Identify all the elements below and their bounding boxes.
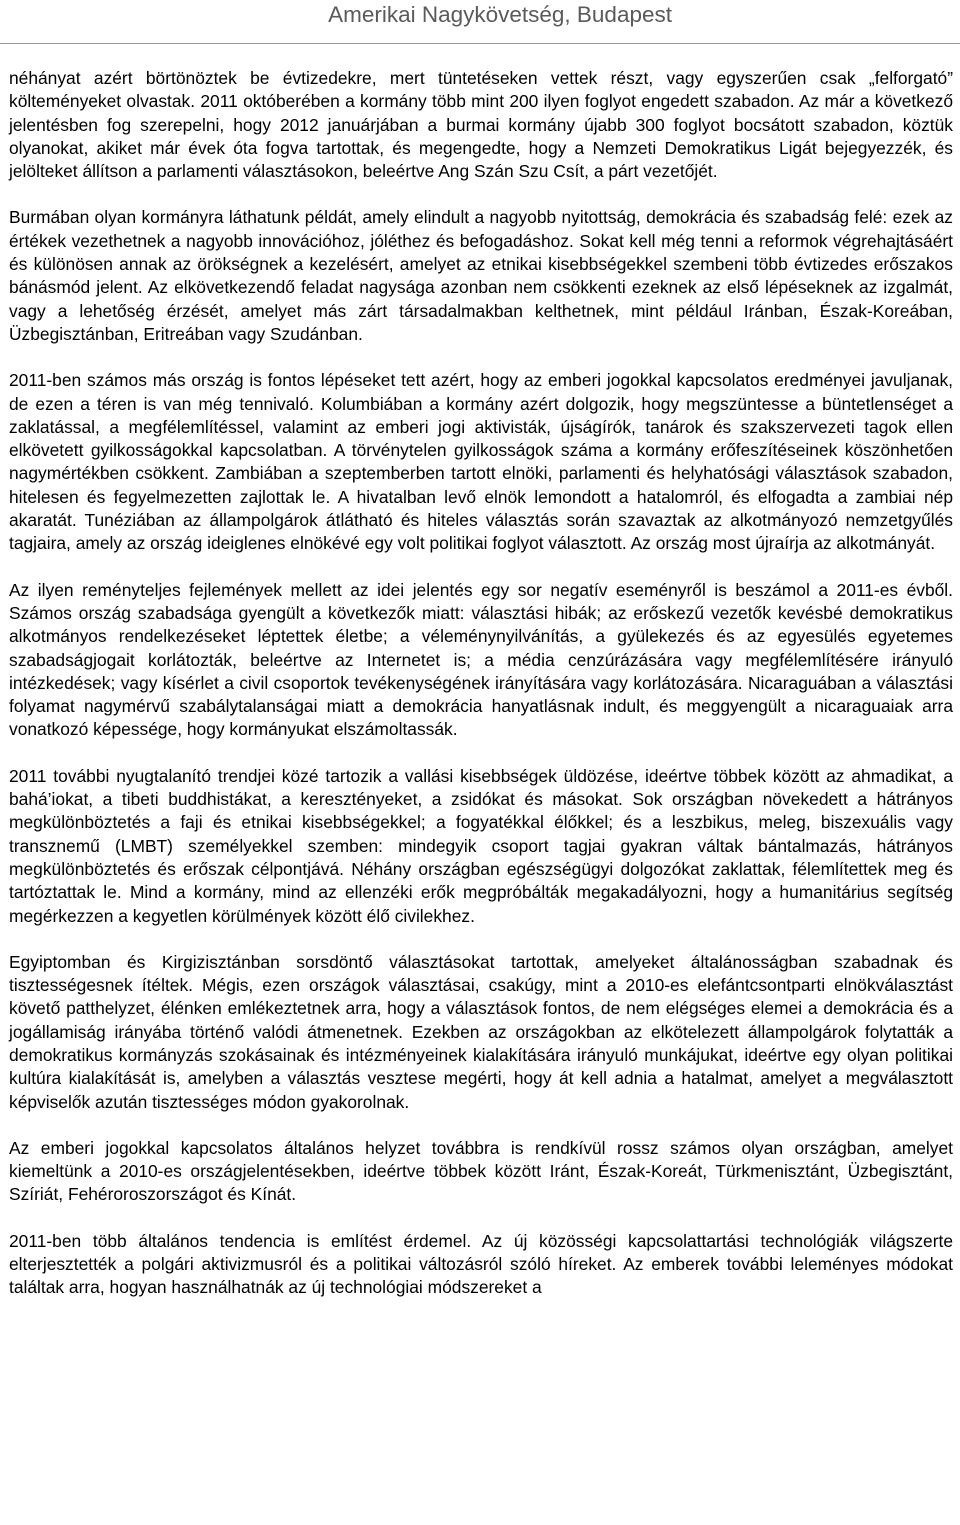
page-header xyxy=(0,0,960,44)
paragraph-1: néhányat azért börtönöztek be évtizedekre, mert tüntetéseken vettek részt, vagy egyszerűen csak „felforgató” költeményeket olvastak. 2011 októberében a kormány több mint 200 ilyen foglyot engedett szabadon. Az már a következő jelentésben fog szerepelni, hogy 2012 januárjában a burmai kormány újabb 300 foglyot bocsátott szabadon, köztük olyanokat, akiket már évek óta fogva tartottak, és megengedte, hogy a Nemzeti Demokratikus Ligát bejegyezzék, és jelölteket állítson a parlamenti választásokon, beleértve Ang Szán Szu Csít, a párt vezetőjét. xyxy=(9,68,953,182)
paragraph-2: Burmában olyan kormányra láthatunk példát, amely elindult a nagyobb nyitottság, demokrácia és szabadság felé: ezek az értékek vezethetnek a nagyobb innovációhoz, jóléthez és befogadáshoz. Sokat kell még tenni a reformok végrehajtásáért és különösen annak az örökségnek a kezelésért, amelyet az etnikai kisebbségekkel szembeni több évtizedes erőszakos bánásmód jelent. Az elkövetkezendő feladat nagysága azonban nem csökkenti ezeknek az első lépéseknek az izgalmát, vagy a lehetőség érzését, amelyet más zárt társadalmakban kelthetnek, mint például Iránban, Észak-Koreában, Üzbegisztánban, Eritreában vagy Szudánban. xyxy=(9,207,953,344)
paragraph-7: Az emberi jogokkal kapcsolatos általános helyzet továbbra is rendkívül rossz számos olyan országban, amelyet kiemeltünk a 2010-es országjelentésekben, ideértve többek között Iránt, Észak-Koreát, Türkmenisztánt, Üzbegisztánt, Szíriát, Fehéroroszországot és Kínát. xyxy=(9,1137,953,1205)
paragraph-5: 2011 további nyugtalanító trendjei közé tartozik a vallási kisebbségek üldözése, ideértve többek között az ahmadikat, a bahá’iokat, a tibeti buddhistákat, a keresztényeket, a zsidókat és másokat. Sok országban növekedett a hátrányos megkülönböztetés a faji és etnikai kisebbségekkel; a fogyatékkal élőkkel; és a leszbikus, meleg, biszexuális vagy transznemű (LMBT) személyekkel szemben: mindegyik csoport tagjai gyakran váltak bántalmazás, hátrányos megkülönböztetés és erőszak célpontjává. Néhány országban egészségügyi dolgozókat zaklattak, félemlítettek meg és tartóztattak le. Mind a kormány, mind az ellenzéki erők megpróbálták megakadályozni, hogy a humanitárius segítség megérkezzen a kegyetlen körülmények között élő civilekhez. xyxy=(9,765,953,926)
paragraph-4: Az ilyen reményteljes fejlemények mellett az idei jelentés egy sor negatív eseményről is beszámol a 2011-es évből. Számos ország szabadsága gyengült a következők miatt: választási hibák; az erőskezű vezetők kevésbé demokratikus alkotmányos rendelkezéseket léptettek életbe; a véleménynyilvánítás, a gyülekezés és az egyesülés egyetemes szabadságjogait korlátozták, beleértve az Internetet is; a média cenzúrázására vagy megfélemlítésére irányuló intézkedések; vagy kísérlet a civil csoportok tevékenységének irányítására vagy korlátozására. Nicaraguában a választási folyamat nagymérvű szabálytalanságai miatt a demokrácia hanyatlásnak indult, és meggyengült a nicaraguaiak arra vonatkozó képessége, hogy kormányukat elszámoltassák. xyxy=(9,579,953,740)
document-body xyxy=(9,67,953,1323)
header-divider xyxy=(0,43,960,44)
paragraph-6: Egyiptomban és Kirgizisztánban sorsdöntő választásokat tartottak, amelyeket általánosságban szabadnak és tisztességesnek ítéltek. Mégis, ezen országok választásai, csakúgy, mint a 2010-es elefántcsontparti elnökválasztást követő patthelyzet, élénken emlékeztetnek arra, hogy a választások fontos, de nem elégséges elemei a demokrácia és a jogállamiság irányába történő valódi átmenetnek. Ezekben az országokban az elkötelezett állampolgárok folytatták a demokratikus kormányzás szokásainak és intézményeinek kialakítására irányuló munkájukat, ideértve egy olyan politikai kultúra kialakítását is, amelyben a választás vesztese megérti, hogy át kell adnia a hatalmat, amelyet a megválasztott képviselők azután tisztességes módon gyakorolnak. xyxy=(9,951,953,1112)
header-title: Amerikai Nagykövetség, Budapest xyxy=(328,2,672,27)
paragraph-8: 2011-ben több általános tendencia is említést érdemel. Az új közösségi kapcsolattartási technológiák világszerte elterjesztették a polgári aktivizmusról és a politikai változásról szóló híreket. Az emberek további leleményes módokat találtak arra, hogyan használhatnák az új technológiai módszereket a xyxy=(9,1230,953,1298)
paragraph-3: 2011-ben számos más ország is fontos lépéseket tett azért, hogy az emberi jogokkal kapcsolatos eredményei javuljanak, de ezen a téren is van még tennivaló. Kolumbiában a kormány azért dolgozik, hogy megszüntesse a büntetlenséget a zaklatással, a megfélemlítéssel, valamint az emberi jogi aktivisták, újságírók, tanárok és szakszervezeti tagok ellen elkövetett gyilkosságokkal kapcsolatban. A törvénytelen gyilkosságok száma a kormány erőfeszítéseinek köszönhetően nagymértékben csökkent. Zambiában a szeptemberben tartott elnöki, parlamenti és helyhatósági választások szabadon, hitelesen és fegyelmezetten zajlottak le. A hivatalban levő elnök lemondott a hatalomról, és elfogadta a zambiai nép akaratát. Tunéziában az állampolgárok átlátható és hiteles választás során szavaztak az alkotmányozó nemzetgyűlés tagjaira, amely az ország ideiglenes elnökévé egy volt politikai foglyot választott. Az ország most újraírja az alkotmányát. xyxy=(9,370,953,554)
